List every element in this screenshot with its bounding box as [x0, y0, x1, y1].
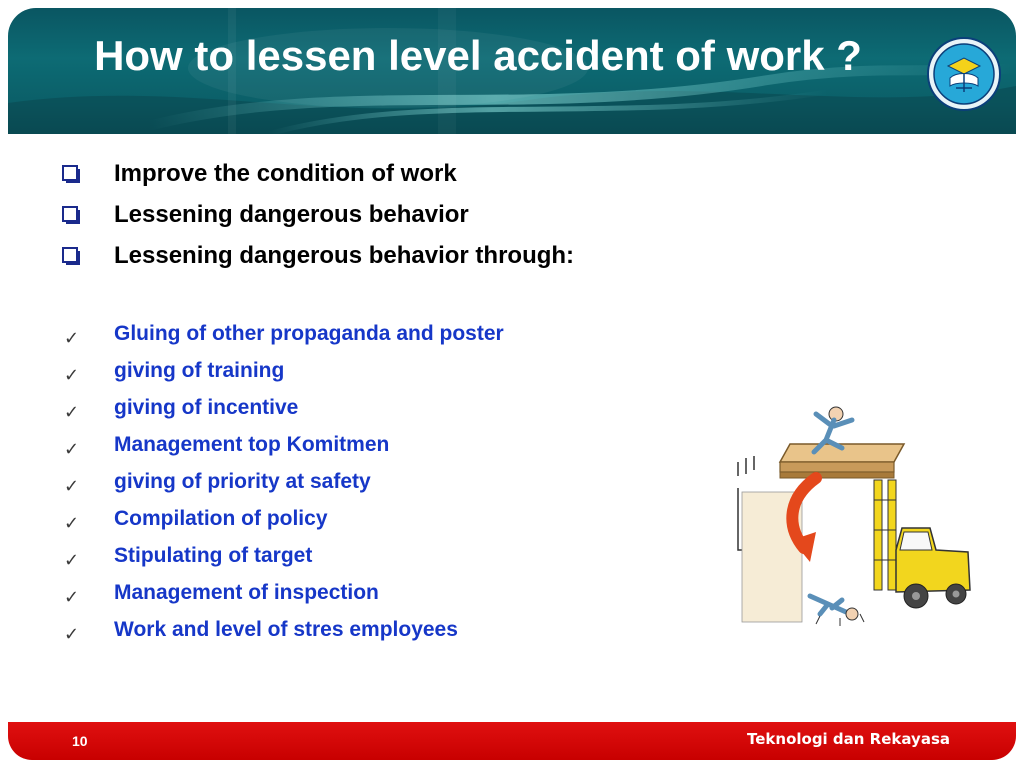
check-text: Management of inspection — [114, 581, 379, 604]
check-list — [62, 316, 504, 649]
bullet-text: Lessening dangerous behavior through: — [114, 242, 575, 269]
checkmark-icon: ✓ — [64, 365, 80, 386]
square-box-bullet-icon — [62, 165, 80, 183]
check-item — [62, 353, 504, 390]
square-box-bullet-icon — [62, 247, 80, 265]
header-banner — [8, 8, 1016, 134]
square-box-bullet-icon — [62, 206, 80, 224]
bullet-item — [62, 154, 574, 195]
check-item — [62, 612, 504, 649]
main-bullet-list — [62, 154, 574, 277]
check-text: Gluing of other propaganda and poster — [114, 322, 504, 345]
footer-brand: Teknologi dan Rekayasa — [747, 730, 950, 748]
check-text: giving of training — [114, 359, 285, 382]
bullet-text: Lessening dangerous behavior — [114, 201, 469, 228]
check-text: giving of priority at safety — [114, 470, 371, 493]
bullet-item — [62, 195, 574, 236]
check-text: Work and level of stres employees — [114, 618, 458, 641]
page-number: 10 — [72, 733, 88, 749]
checkmark-icon: ✓ — [64, 513, 80, 534]
slide-title: How to lessen level accident of work ? — [94, 32, 862, 79]
checkmark-icon: ✓ — [64, 476, 80, 497]
footer-bar — [8, 722, 1016, 760]
checkmark-icon: ✓ — [64, 624, 80, 645]
education-ministry-logo-icon — [926, 36, 1002, 112]
checkmark-icon: ✓ — [64, 402, 80, 423]
check-item — [62, 316, 504, 353]
check-item — [62, 501, 504, 538]
check-text: Compilation of policy — [114, 507, 328, 530]
checkmark-icon: ✓ — [64, 550, 80, 571]
check-text: giving of incentive — [114, 396, 299, 419]
check-item — [62, 464, 504, 501]
check-item — [62, 390, 504, 427]
forklift-accident-illustration — [724, 400, 982, 632]
checkmark-icon: ✓ — [64, 328, 80, 349]
bullet-item — [62, 236, 574, 277]
checkmark-icon: ✓ — [64, 439, 80, 460]
check-item — [62, 538, 504, 575]
check-text: Stipulating of target — [114, 544, 313, 567]
check-item — [62, 575, 504, 612]
check-text: Management top Komitmen — [114, 433, 390, 456]
checkmark-icon: ✓ — [64, 587, 80, 608]
bullet-text: Improve the condition of work — [114, 160, 457, 187]
check-item — [62, 427, 504, 464]
